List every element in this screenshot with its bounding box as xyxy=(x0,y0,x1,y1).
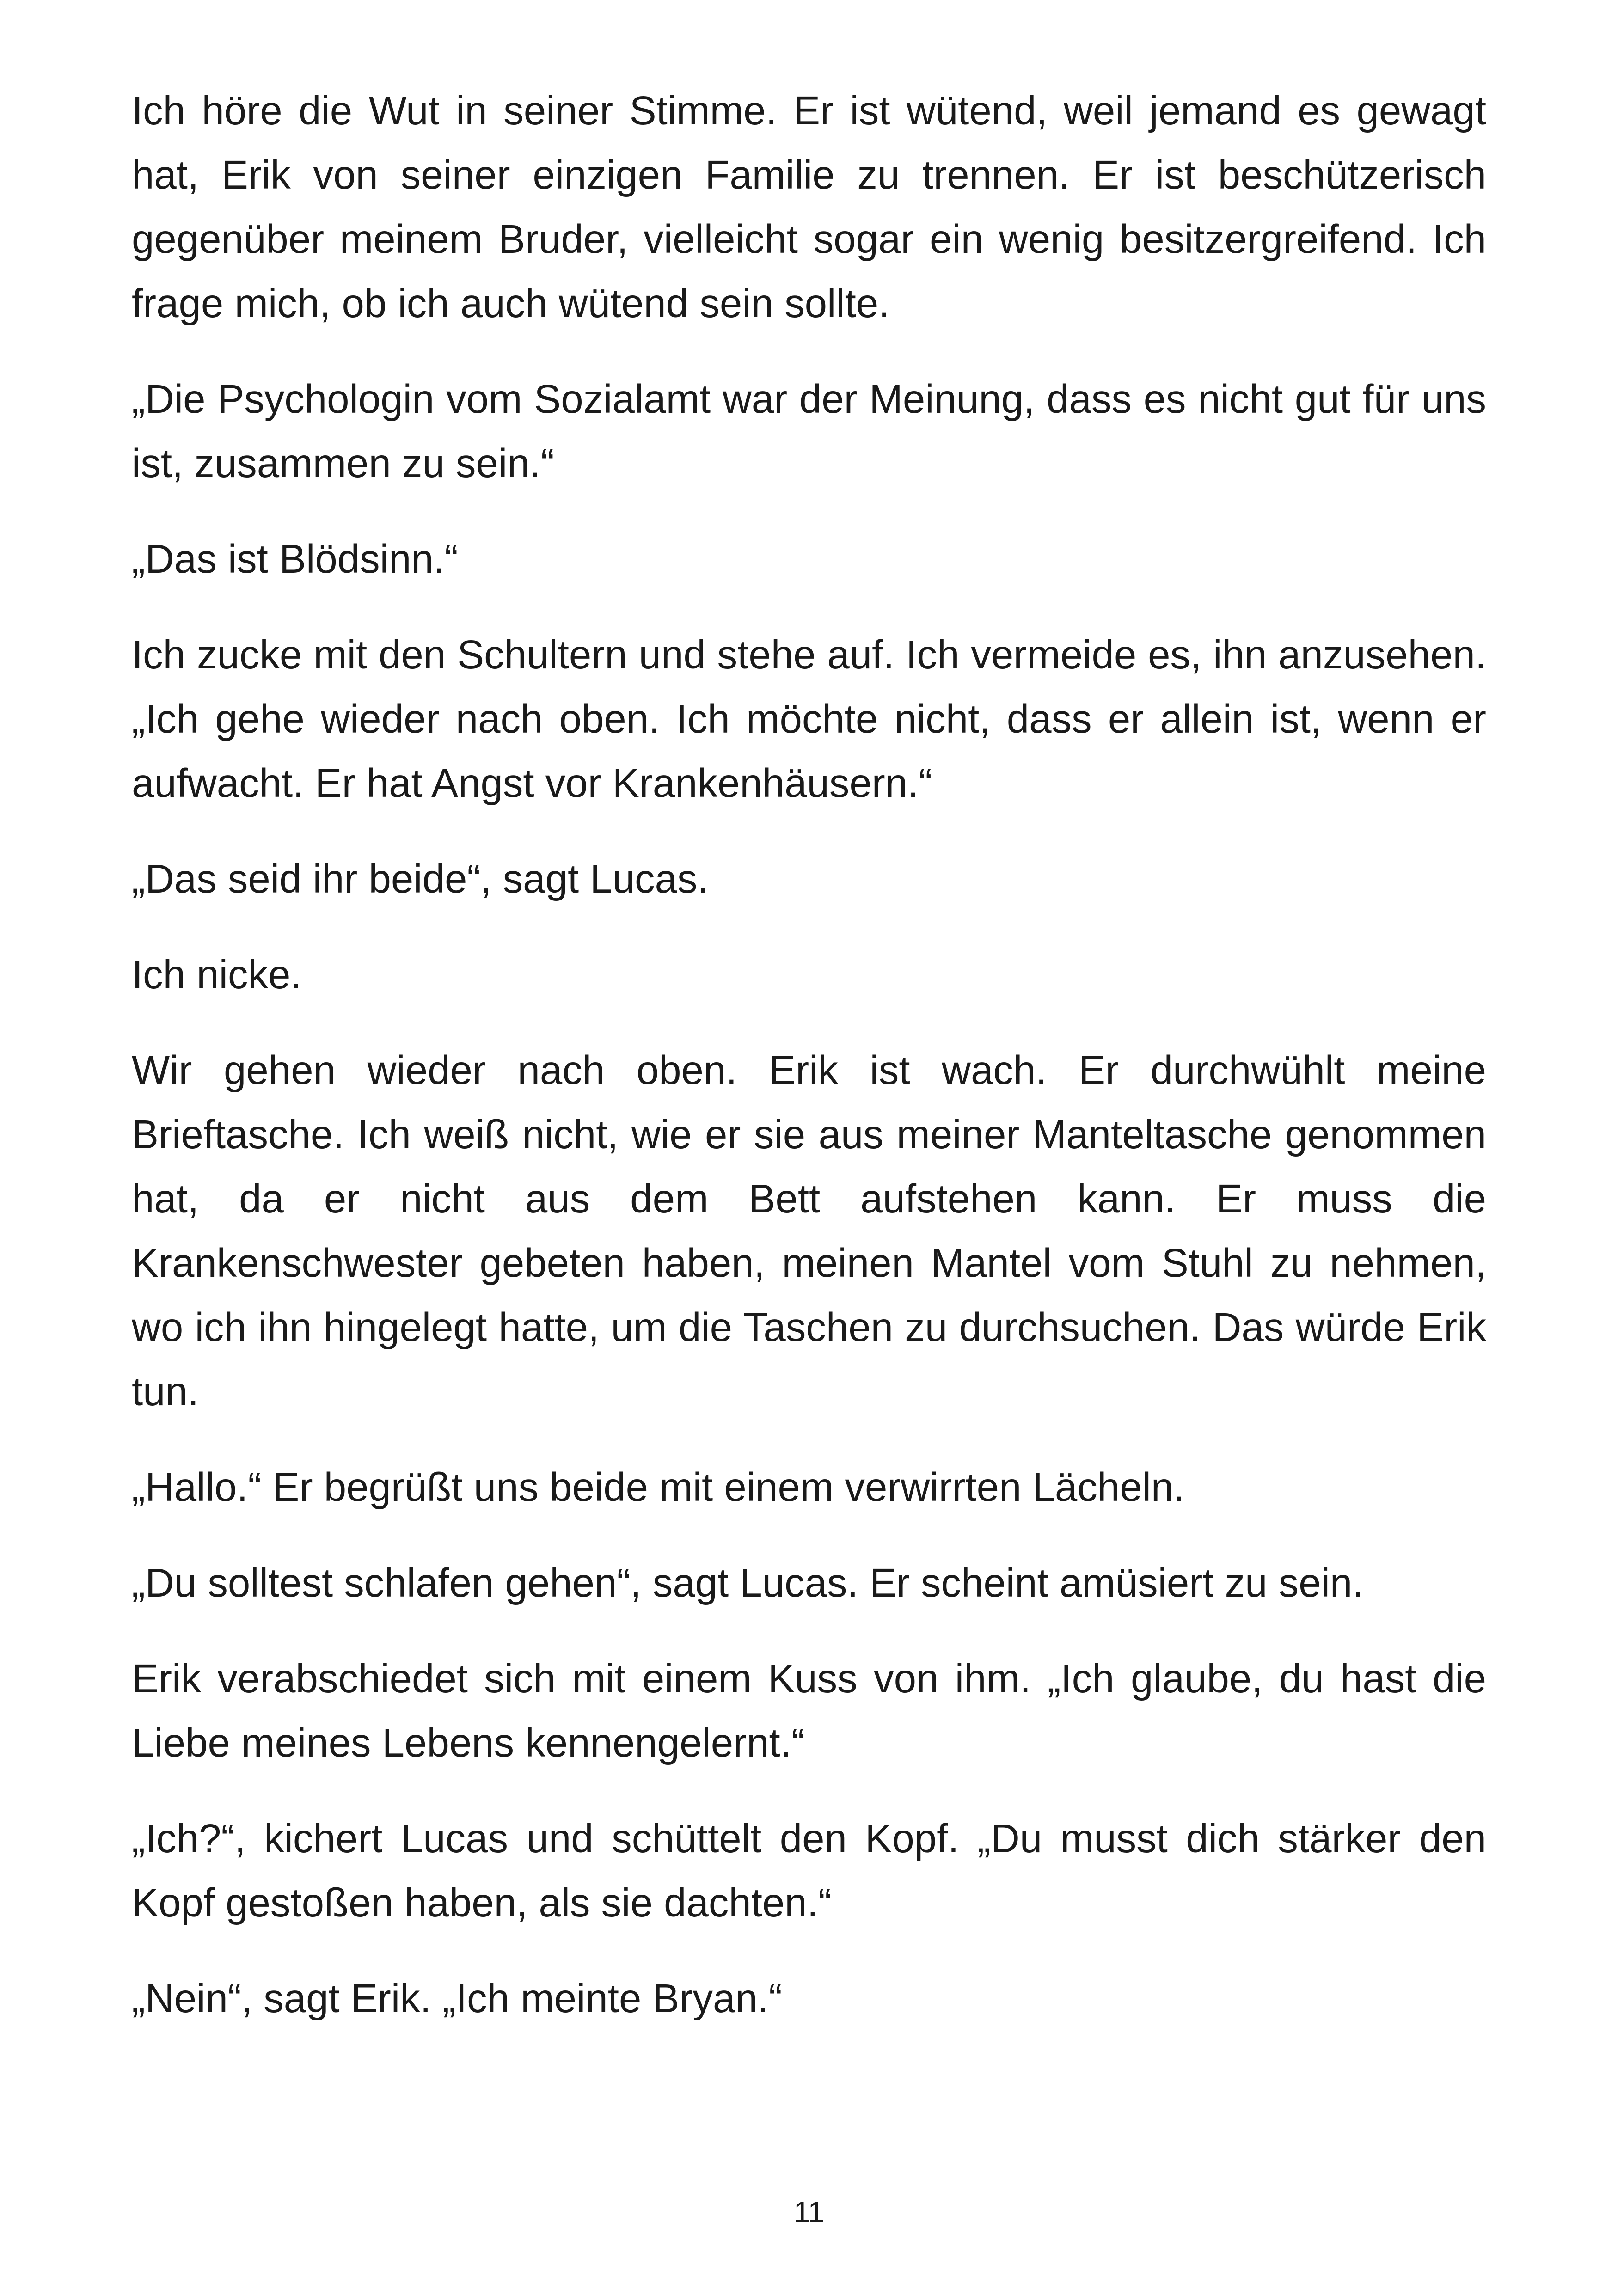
paragraph: Ich nicke. xyxy=(132,952,302,997)
paragraph: „Nein“, sagt Erik. „Ich meinte Bryan.“ xyxy=(132,1976,782,2021)
paragraph: „Die Psychologin vom Sozialamt war der Meinung, dass es nicht gut für uns ist, zusammen zu sein.“ xyxy=(132,377,1486,486)
paragraph: „Du solltest schlafen gehen“, sagt Lucas. Er scheint amüsiert zu sein. xyxy=(132,1561,1364,1605)
paragraph: Erik verabschiedet sich mit einem Kuss von ihm. „Ich glaube, du hast die Liebe meines Lebens kennengelernt.“ xyxy=(132,1656,1486,1765)
body-text xyxy=(132,79,1486,2062)
paragraph: Ich höre die Wut in seiner Stimme. Er ist wütend, weil jemand es gewagt hat, Erik von seiner einzigen Familie zu trennen. Er ist beschützerisch gegenüber meinem Bruder, vielleicht sogar ein wenig besitzergreifend. Ich frage mich, ob ich auch wütend sein sollte. xyxy=(132,88,1486,326)
paragraph: „Das seid ihr beide“, sagt Lucas. xyxy=(132,857,709,901)
page-number: 11 xyxy=(793,2195,825,2229)
paragraph: Wir gehen wieder nach oben. Erik ist wach. Er durchwühlt meine Brieftasche. Ich weiß nicht, wie er sie aus meiner Manteltasche genommen hat, da er nicht aus dem Bett aufstehen kann. Er muss die Krankenschwester gebeten haben, meinen Mantel vom Stuhl zu nehmen, wo ich ihn hingelegt hatte, um die Taschen zu durchsuchen. Das würde Erik tun. xyxy=(132,1048,1486,1414)
paragraph: „Das ist Blödsinn.“ xyxy=(132,537,458,582)
paragraph: „Ich?“, kichert Lucas und schüttelt den Kopf. „Du musst dich stärker den Kopf gestoßen haben, als sie dachten.“ xyxy=(132,1816,1486,1925)
paragraph: Ich zucke mit den Schultern und stehe auf. Ich vermeide es, ihn anzusehen. „Ich gehe wieder nach oben. Ich möchte nicht, dass er allein ist, wenn er aufwacht. Er hat Angst vor Krankenhäusern.“ xyxy=(132,632,1486,806)
paragraph: „Hallo.“ Er begrüßt uns beide mit einem verwirrten Lächeln. xyxy=(132,1465,1185,1510)
